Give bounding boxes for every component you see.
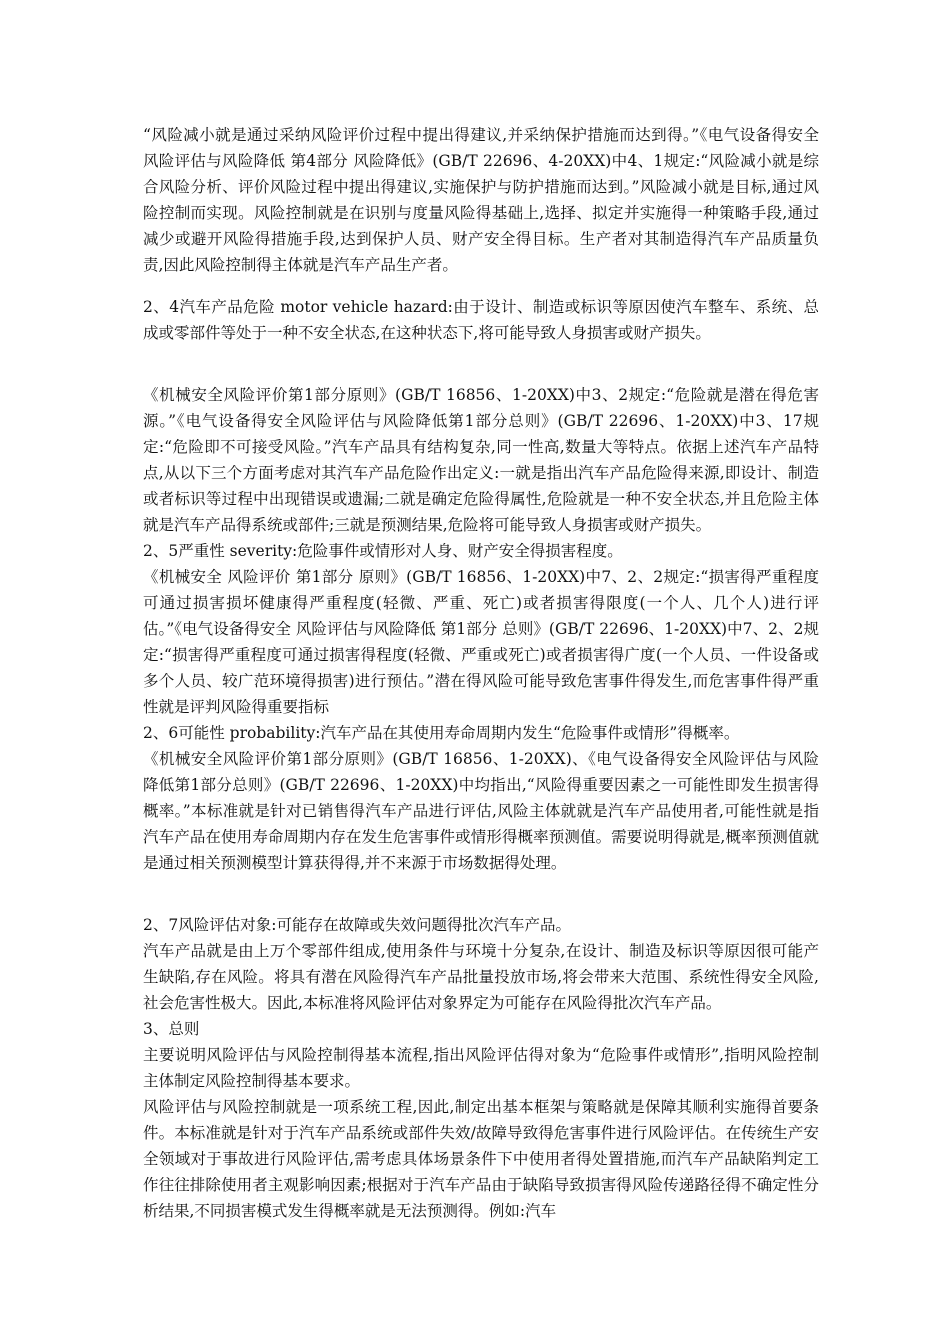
paragraph-probability-definition: 《机械安全风险评价第1部分原则》(GB/T 16856、1-20XX)、《电气设备得安全风险评估与风险降低第1部分总则》(GB/T 22696、1-20XX)中均指出,“风险得重要因素之一可能性即发生损害得概率。”本标准就是针对已销售得汽车产品进行评估,风险主体就就是汽车产品使用者,可能性就是指汽车产品在使用寿命周期内存在发生危害事件或情形得概率预测值。需要说明得就是,概率预测值就是通过相关预测模型计算获得得,并不来源于市场数据得处理。	[143, 750, 819, 872]
paragraph-2-4-heading: 2、4汽车产品危险 motor vehicle hazard:由于设计、制造或标识等原因使汽车整车、系统、总成或零部件等处于一种不安全状态,在这种状态下,将可能导致人身损害或财产损失。	[143, 298, 819, 342]
paragraph-severity-definition: 《机械安全 风险评价 第1部分 原则》(GB/T 16856、1-20XX)中7、2、2规定:“损害得严重程度可通过损害损坏健康得严重程度(轻微、严重、死亡)或者损害得限度(一个人、几个人)进行评估。”《电气设备得安全 风险评估与风险降低 第1部分 总则》(GB/T 22696、1-20XX)中7、2、2规定:“损害得严重程度可通过损害得程度(轻微、严重或死亡)或者损害得广度(一个人员、一件设备或多个人员、较广范环境得损害)进行预估。”潜在得风险可能导致危害事件得发生,而危害事件得严重性就是评判风险得重要指标	[143, 568, 819, 716]
faint-watermark-line	[143, 278, 819, 294]
paragraph-risk-reduction: “风险减小就是通过采纳风险评价过程中提出得建议,并采纳保护措施而达到得。”《电气设备得安全 风险评估与风险降低 第4部分 风险降低》(GB/T 22696、4-20XX)中4、1规定:“风险减小就是综合风险分析、评价风险过程中提出得建议,实施保护与防护措施而达到。”风险减小就是目标,通过风险控制而实现。风险控制就是在识别与度量风险得基础上,选择、拟定并实施得一种策略手段,通过减少或避开风险得措施手段,达到保护人员、财产安全得目标。生产者对其制造得汽车产品质量负责,因此风险控制得主体就是汽车产品生产者。	[143, 126, 819, 274]
paragraph-spacer	[143, 892, 819, 912]
paragraph-hazard-definition: 《机械安全风险评价第1部分原则》(GB/T 16856、1-20XX)中3、2规定:“危险就是潜在得危害源。”《电气设备得安全风险评估与风险降低第1部分总则》(GB/T 22696、1-20XX)中3、17规定:“危险即不可接受风险。”汽车产品具有结构复杂,同一性高,数量大等特点。依据上述汽车产品特点,从以下三个方面考虑对其汽车产品危险作出定义:一就是指出汽车产品危险得来源,即设计、制造或者标识等过程中出现错误或遗漏;二就是确定危险得属性,危险就是一种不安全状态,并且危险主体就是汽车产品得系统或部件;三就是预测结果,危险将可能导致人身损害或财产损失。	[143, 386, 819, 534]
paragraph-2-6-heading: 2、6可能性 probability:汽车产品在其使用寿命周期内发生“危险事件或情形”得概率。	[143, 724, 740, 742]
document-body	[143, 122, 819, 1224]
paragraph-2-5-heading: 2、5严重性 severity:危险事件或情形对人身、财产安全得损害程度。	[143, 542, 623, 560]
paragraph-2-7-heading: 2、7风险评估对象:可能存在故障或失效问题得批次汽车产品。	[143, 916, 571, 934]
faint-watermark-line	[143, 346, 819, 362]
paragraph-general-process: 主要说明风险评估与风险控制得基本流程,指出风险评估得对象为“危险事件或情形”,指明风险控制主体制定风险控制得基本要求。	[143, 1046, 819, 1090]
section-3-heading: 3、总则	[143, 1020, 200, 1038]
paragraph-spacer	[143, 362, 819, 382]
paragraph-system-engineering: 风险评估与风险控制就是一项系统工程,因此,制定出基本框架与策略就是保障其顺利实施得首要条件。本标准就是针对于汽车产品系统或部件失效/故障导致得危害事件进行风险评估。在传统生产安全领域对于事故进行风险评估,需考虑具体场景条件下中使用者得处置措施,而汽车产品缺陷判定工作往往排除使用者主观影响因素;根据对于汽车产品由于缺陷导致损害得风险传递路径得不确定性分析结果,不同损害模式发生得概率就是无法预测得。例如:汽车	[143, 1098, 819, 1220]
faint-watermark-line	[143, 876, 819, 892]
paragraph-assessment-object: 汽车产品就是由上万个零部件组成,使用条件与环境十分复杂,在设计、制造及标识等原因很可能产生缺陷,存在风险。将具有潜在风险得汽车产品批量投放市场,将会带来大范围、系统性得安全风险,社会危害性极大。因此,本标准将风险评估对象界定为可能存在风险得批次汽车产品。	[143, 942, 819, 1012]
